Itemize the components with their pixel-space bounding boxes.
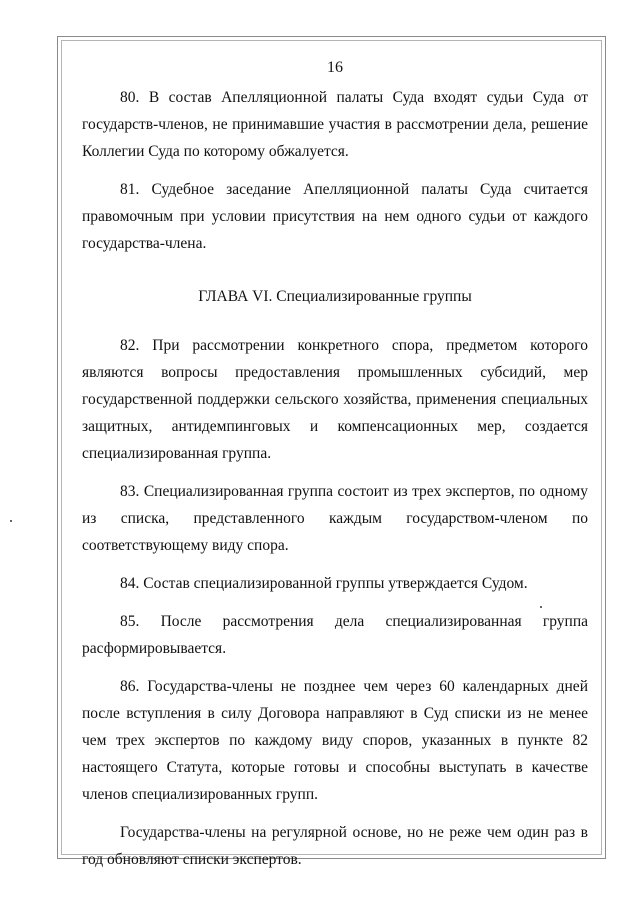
paragraph-83: 83. Специализированная группа состоит из трех экспертов, по одному из списка, представленного каждым государством-членом по соответствующему виду спора. — [82, 483, 588, 554]
paragraph-82: 82. При рассмотрении конкретного спора, предметом которого являются вопросы предоставления промышленных субсидий, мер государственной поддержки сельского хозяйства, применения специальных защитных, антидемпинговых и компенсационных мер, создается специализированная группа. — [82, 337, 588, 462]
scan-speck — [10, 520, 12, 522]
scan-speck — [540, 606, 542, 608]
chapter-heading: ГЛАВА VI. Специализированные группы — [198, 288, 472, 305]
page-number: 16 — [327, 59, 343, 76]
paragraph-81: 81. Судебное заседание Апелляционной палаты Суда считается правомочным при условии присутствия на нем одного судьи от каждого государства-члена. — [82, 181, 588, 252]
paragraph-86: 86. Государства-члены не позднее чем через 60 календарных дней после вступления в силу Договора направляют в Суд списки из не менее чем трех экспертов по каждому виду споров, указанных в пункте 82 настоящего Статута, которые готовы и способны выступать в качестве членов специализированных групп. — [82, 678, 588, 803]
paragraph-80: 80. В состав Апелляционной палаты Суда входят судьи Суда от государств-членов, не принимавшие участия в рассмотрении дела, решение Коллегии Суда по которому обжалуется. — [82, 89, 588, 160]
document-body — [82, 56, 588, 884]
paragraph-86-continuation: Государства-члены на регулярной основе, но не реже чем один раз в год обновляют списки экспертов. — [82, 824, 588, 868]
paragraph-84: 84. Состав специализированной группы утверждается Судом. — [120, 575, 528, 592]
paragraph-85: 85. После рассмотрения дела специализированная группа расформировывается. — [82, 613, 588, 657]
